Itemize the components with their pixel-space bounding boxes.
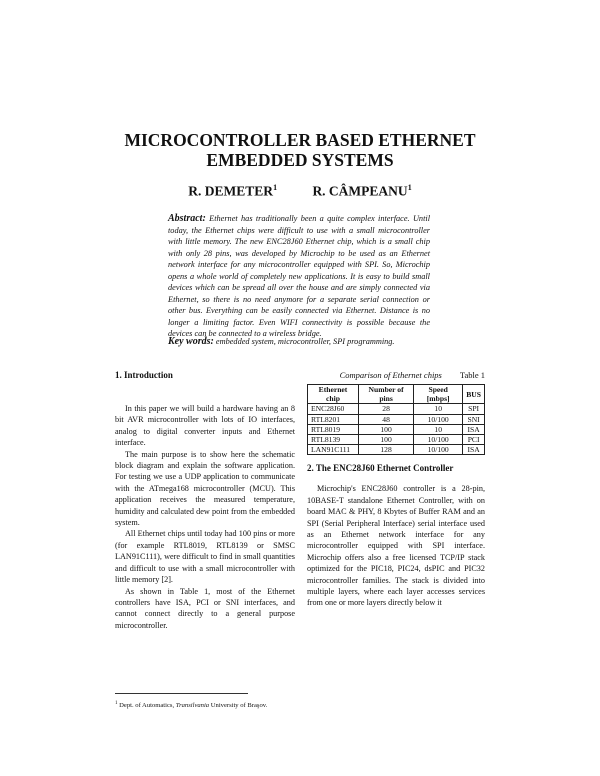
author-1-affiliation-mark: 1: [273, 183, 278, 192]
abstract-text: Ethernet has traditionally been a quite complex interface. Until today, the Ethernet chips were difficult to use with a small microcontroller with little memory. The new ENC28J60 Ethernet chip, which is a small chip with only 28 pins, was developed by Microchip to be used as an Ethernet network interface for any microcontroller equipped with SPI. So, Microchip opens a whole world of completely new applications. It is easy to build small devices which can be spread all over the house and are simply connected via Ethernet, so there is no need anymore for a separate serial connection or other bus. Everything can be easily connected via Ethernet. Distance is no longer a limiting factor. Even WIFI connectivity is possible because the devices can be connected to a wireless bridge.: [168, 214, 430, 338]
table-caption-text: Comparison of Ethernet chips: [339, 370, 442, 380]
table-cell: RTL8019: [308, 424, 359, 434]
ethernet-chips-table: [307, 384, 485, 455]
table-cell: ENC28J60: [308, 404, 359, 414]
table-cell: 10: [414, 424, 463, 434]
table-row: [308, 435, 485, 445]
intro-paragraph-2: The main purpose is to show here the schematic block diagram and explain the software application. For testing we use a UDP application to communicate with the ATmega168 microcontroller (MCU). This application receives the measured temperature, humidity and calculated dew point from the embedded system.: [115, 449, 295, 528]
table-cell: SNI: [463, 414, 485, 424]
footnote-university-italic: Transilvania: [175, 702, 210, 710]
footnote-suffix: University of Braşov.: [210, 702, 268, 710]
table-cell: RTL8139: [308, 435, 359, 445]
keywords-text: embedded system, microcontroller, SPI programming.: [215, 337, 395, 346]
table-header-chip: Ethernet chip: [308, 385, 359, 404]
abstract-label: Abstract:: [168, 213, 206, 224]
author-2-affiliation-mark: 1: [407, 183, 412, 192]
table-cell: RTL8201: [308, 414, 359, 424]
title-line-1: MICROCONTROLLER BASED ETHERNET: [124, 130, 476, 150]
table-header-speed: Speed [mbps]: [414, 385, 463, 404]
section-2-heading: 2. The ENC28J60 Ethernet Controller: [307, 463, 454, 474]
author-2-name: R. CÂMPEANU: [312, 183, 408, 199]
table-number: Table 1: [459, 370, 485, 380]
table-row: [308, 404, 485, 414]
keywords-label: Key words:: [168, 336, 214, 347]
author-2: [312, 183, 411, 200]
footnote-divider: [115, 693, 248, 694]
table-cell: SPI: [463, 404, 485, 414]
table-cell: 100: [358, 424, 413, 434]
section-2-paragraph: Microchip's ENC28J60 controller is a 28-pin, 10BASE-T standalone Ethernet Controller, with on board MAC & PHY, 8 Kbytes of Buffer RAM and an SPI (Serial Peripheral Interface) serial interface used as an Ethernet network interface for any microcontroller equipped with SPI interface. Microchip offers also a free licensed TCP/IP stack optimized for the PIC18, PIC24, dsPIC and PIC32 microcontroller families. The stack is divided into multiple layers, where each layer accesses services from one or more layers directly below it: [307, 484, 485, 608]
author-1: [188, 183, 277, 200]
table-cell: 48: [358, 414, 413, 424]
title-line-2: EMBEDDED SYSTEMS: [206, 150, 394, 170]
section-1-heading: 1. Introduction: [115, 370, 173, 380]
table-row: [308, 414, 485, 424]
table-cell: 128: [358, 445, 413, 455]
table-cell: LAN91C111: [308, 445, 359, 455]
left-column: [115, 370, 295, 631]
table-cell: 100: [358, 435, 413, 445]
table-cell: 28: [358, 404, 413, 414]
table-cell: ISA: [463, 424, 485, 434]
author-list: [0, 183, 600, 200]
table-cell: 10/100: [414, 445, 463, 455]
footnote-prefix: Dept. of Automatics,: [119, 702, 175, 710]
right-column: [307, 370, 485, 609]
table-header-pins: Number of pins: [358, 385, 413, 404]
intro-paragraph-4: As shown in Table 1, most of the Ethernet controllers have ISA, PCI or SNI interfaces, and cannot connect directly to a general purpose microcontroller.: [115, 586, 295, 630]
table-cell: 10: [414, 404, 463, 414]
table-row: [308, 445, 485, 455]
keywords: [168, 336, 430, 347]
author-1-name: R. DEMETER: [188, 183, 274, 199]
footnote-mark: 1: [115, 701, 118, 706]
abstract: [168, 213, 430, 340]
table-header-bus: BUS: [463, 385, 485, 404]
table-cell: ISA: [463, 445, 485, 455]
table-row: [308, 424, 485, 434]
table-cell: 10/100: [414, 414, 463, 424]
table-cell: PCI: [463, 435, 485, 445]
intro-paragraph-3: All Ethernet chips until today had 100 pins or more (for example RTL8019, RTL8139 or SMSC LAN91C111), were difficult to find in small quantities and difficult to use with a small microcontroller with little memory [2].: [115, 529, 295, 585]
table-caption: [307, 370, 485, 380]
table-header-row: [308, 385, 485, 404]
intro-paragraph-1: In this paper we will build a hardware having an 8 bit AVR microcontroller with lots of IO interfaces, analog to digital converter inputs and Ethernet interface.: [115, 404, 295, 448]
footnote: [115, 701, 267, 709]
table-cell: 10/100: [414, 435, 463, 445]
paper-title: [80, 130, 520, 170]
